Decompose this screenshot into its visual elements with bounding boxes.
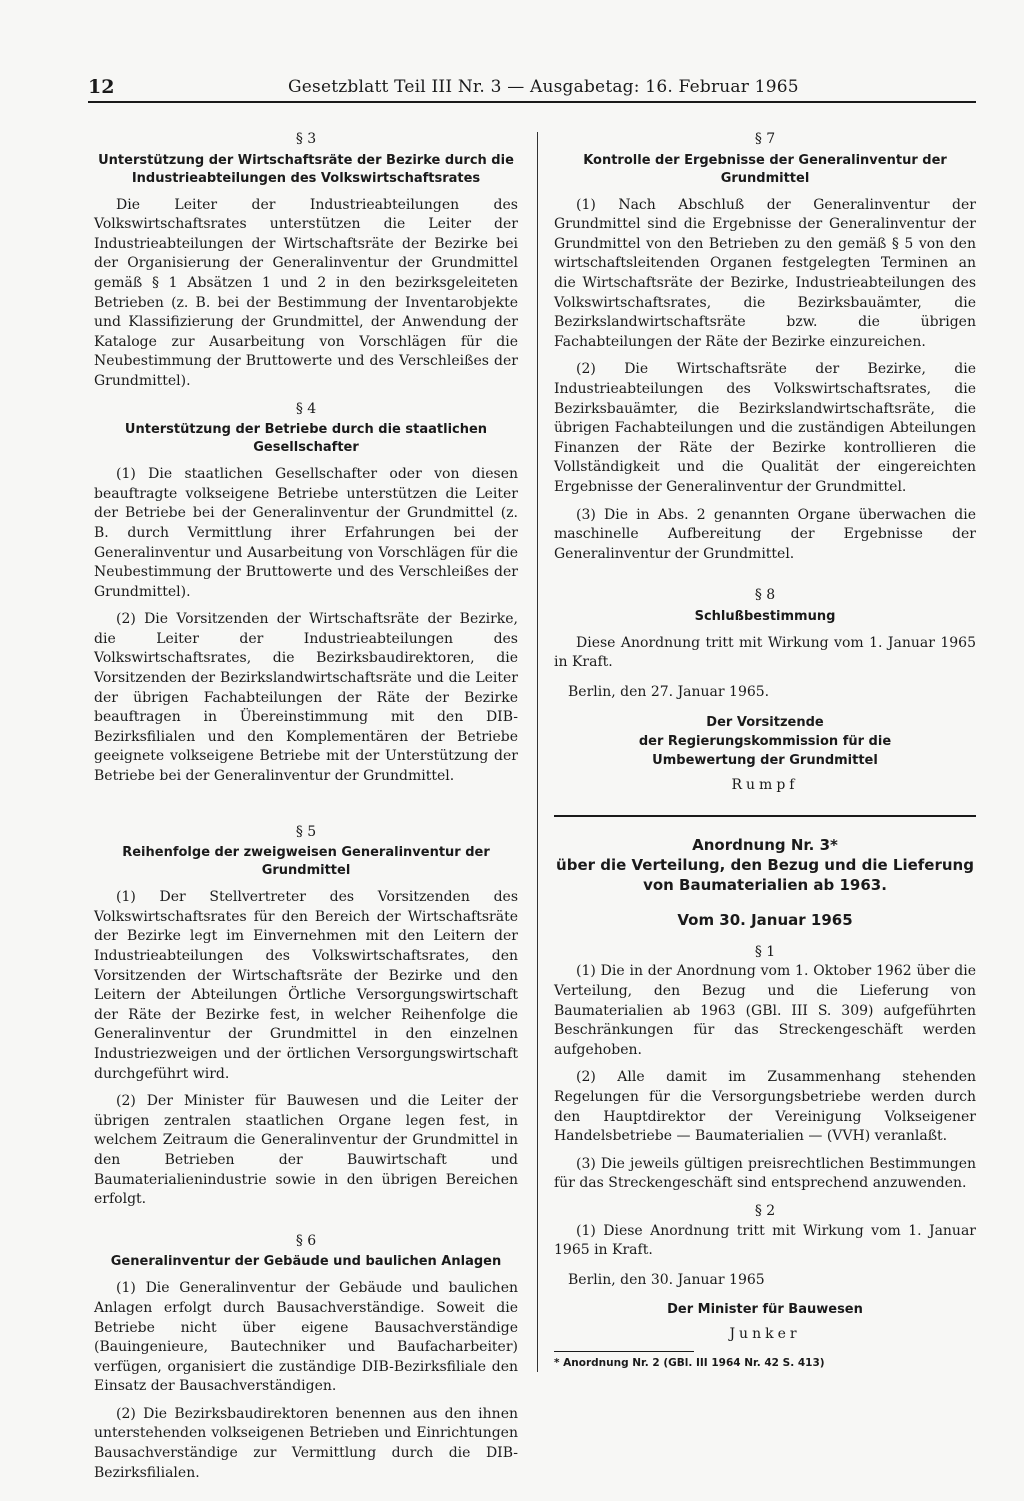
paragraph: (3) Die jeweils gültigen preisrechtlichen Bestimmungen für das Streckengeschäft sind entsprechend anzuwenden. <box>554 1155 976 1192</box>
spacer <box>94 795 518 823</box>
spacer <box>94 1218 518 1232</box>
section-number: § 7 <box>754 131 776 147</box>
left-column <box>94 130 518 1491</box>
paragraph: (1) Die staatlichen Gesellschafter oder von diesen beauftragte volkseigene Betriebe unterstützen die Leiter der Betriebe bei der Generalinventur der Grundmittel (z. B. durch Vermittlung ihrer Erfahrungen bei der Generalinventur und Ausarbeitung von Vorschlägen für die Neubestimmung der Bruttowerte und des Verschleißes der Grundmittel). <box>94 466 518 600</box>
signature-place-date: Berlin, den 27. Januar 1965. <box>568 684 770 701</box>
section-separator <box>554 815 976 817</box>
section-number: § 4 <box>295 400 317 417</box>
header-rule <box>88 101 976 103</box>
paragraph: (1) Der Stellvertreter des Vorsitzenden des Volkswirtschaftsrates für den Bereich der Wirtschaftsräte der Bezirke legt im Einvernehmen mit den Leitern der Industrieabteilungen des Volkswirtschaftsrates, den Vorsitzenden der Wirtschaftsräte der Bezirke und den Leitern der Abteilungen Örtliche Versorgungswirtschaft der Räte der Bezirke fest, in welcher Reihenfolge die Generalinventur der Grundmittel in den einzelnen Industriezweigen und der örtlichen Versorgungswirtschaft durchgeführt wird. <box>94 889 518 1082</box>
paragraph: (1) Die Generalinventur der Gebäude und baulichen Anlagen erfolgt durch Bausachverständige. Soweit die Betriebe nicht über eigene Bausachverständige (Bauingenieure, Bautechniker und Baufacharbeiter) verfügen, organisiert die zuständige DIB-Bezirksfiliale den Einsatz der Bausachverständigen. <box>94 1280 518 1395</box>
footnote: * Anordnung Nr. 2 (GBl. III 1964 Nr. 42 S. 413) <box>554 1356 825 1369</box>
signature-title: Der Minister für Bauwesen <box>667 1302 863 1318</box>
section-heading: Unterstützung der Wirtschaftsräte der Bezirke durch die Industrieabteilungen des Volkswirtschaftsrates <box>98 152 514 186</box>
paragraph: (3) Die in Abs. 2 genannten Organe überwachen die maschinelle Aufbereitung der Ergebnisse der Generalinventur der Grundmittel. <box>554 506 976 562</box>
document-title: über die Verteilung, den Bezug und die Lieferung <box>556 856 974 875</box>
paragraph: (2) Die Bezirksbaudirektoren benennen aus den ihnen unterstehenden volkseigenen Betrieben und Einrichtungen Bausachverständige zur Vermittlung durch die DIB-Bezirksfilialen. <box>94 1405 518 1481</box>
paragraph: (1) Die in der Anordnung vom 1. Oktober 1962 über die Verteilung, den Bezug und die Lieferung von Baumaterialien ab 1963 (GBl. III S. 309) aufgeführten Beschränkungen für das Streckengeschäft werden aufgehoben. <box>554 963 976 1058</box>
spacer <box>554 572 976 586</box>
section-number: § 5 <box>295 823 317 840</box>
paragraph: (2) Alle damit im Zusammenhang stehenden Regelungen für die Versorgungsbetriebe werden durch den Hauptdirektor der Vereinigung Volkseigener Handelsbetriebe — Baumaterialien — (VVH) veranlaßt. <box>554 1069 976 1145</box>
signature-name: Junker <box>729 1326 801 1343</box>
column-divider <box>537 132 538 1372</box>
paragraph: (2) Die Wirtschaftsräte der Bezirke, die Industrieabteilungen des Volkswirtschaftsrates, die Bezirksbauämter, die Bezirkslandwirtschaftsräte, die übrigen Fachabteilungen und die zuständigen Abteilungen Finanzen der Räte der Bezirke kontrollieren die Vollständigkeit und die Qualität der eingereichten Ergebnisse der Generalinventur der Grundmittel. <box>554 361 976 495</box>
section-number: § 2 <box>754 1202 776 1219</box>
paragraph: (1) Nach Abschluß der Generalinventur der Grundmittel sind die Ergebnisse der Generalinventur der Grundmittel von den Betrieben zu den gemäß § 5 von den wirtschaftsleitenden Organen festgelegten Terminen an die Wirtschaftsräte der Bezirke, Industrieabteilungen des Volkswirtschaftsrates, die Bezirksbauämter, die Bezirkslandwirtschaftsräte bzw. die übrigen Fachabteilungen der Räte der Bezirke einzureichen. <box>554 196 976 350</box>
header-title: Gesetzblatt Teil III Nr. 3 — Ausgabetag: 16. Februar 1965 <box>288 77 799 97</box>
section-number: § 8 <box>754 587 776 604</box>
paragraph: (2) Der Minister für Bauwesen und die Leiter der übrigen zentralen staatlichen Organe legen fest, in welchem Zeitraum die Generalinventur der Grundmittel in den Betrieben der Bauwirtschaft und Baumaterialienindustrie sowie in den übrigen Bereichen erfolgt. <box>94 1093 518 1208</box>
section-heading: Kontrolle der Ergebnisse der Generalinventur der Grundmittel <box>583 152 947 186</box>
document-title: Anordnung Nr. 3* <box>692 836 838 855</box>
section-number: § 6 <box>295 1232 317 1249</box>
section-heading: Schlußbestimmung <box>694 608 836 624</box>
document-title: von Baumaterialien ab 1963. <box>643 876 887 895</box>
section-number: § 1 <box>754 943 776 960</box>
signature-title: Umbewertung der Grundmittel <box>652 752 878 768</box>
document-date: Vom 30. Januar 1965 <box>677 911 853 930</box>
signature-title: der Regierungskommission für die <box>638 733 892 749</box>
section-heading: Unterstützung der Betriebe durch die staatlichen Gesellschafter <box>124 422 488 456</box>
section-heading: Generalinventur der Gebäude und baulichen Anlagen <box>110 1254 502 1270</box>
signature-title: Der Vorsitzende <box>706 714 824 730</box>
paragraph: (2) Die Vorsitzenden der Wirtschaftsräte der Bezirke, die Leiter der Industrieabteilungen des Volkswirtschaftsrates, die Bezirksbaudirektoren, die Vorsitzenden der Bezirkslandwirtschaftsräte und die Leiter der übrigen Fachabteilungen der Räte der Bezirke beauftragen in Übereinstimmung mit den DIB-Bezirksfilialen und den Komplementären der Betriebe geeignete volkseigene Betriebe mit der Unterstützung der Betriebe bei der Generalinventur der Grundmittel. <box>94 611 518 785</box>
right-column <box>554 130 976 1370</box>
paragraph: Diese Anordnung tritt mit Wirkung vom 1. Januar 1965 in Kraft. <box>554 634 976 671</box>
page-header <box>88 72 976 102</box>
section-heading: Reihenfolge der zweigweisen Generalinventur der Grundmittel <box>122 845 490 879</box>
paragraph: Die Leiter der Industrieabteilungen des Volkswirtschaftsrates unterstützen die Leiter der Industrieabteilungen der Wirtschaftsräte der Bezirke bei der Organisierung der Generalinventur der Grundmittel gemäß § 1 Absätzen 1 und 2 in den bezirksgeleiteten Betrieben (z. B. bei der Bestimmung der Inventarobjekte und Klassifizierung der Grundmittel, der Anwendung der Kataloge zur Ausarbeitung von Vorschlägen für die Neubestimmung der Bruttowerte und des Verschleißes der Grundmittel). <box>94 196 518 389</box>
section-number: § 3 <box>295 131 317 147</box>
signature-place-date: Berlin, den 30. Januar 1965 <box>568 1271 765 1288</box>
signature-name: Rumpf <box>731 776 799 793</box>
footnote-rule <box>554 1351 694 1352</box>
paragraph: (1) Diese Anordnung tritt mit Wirkung vom 1. Januar 1965 in Kraft. <box>554 1222 976 1259</box>
page-number: 12 <box>88 76 115 98</box>
